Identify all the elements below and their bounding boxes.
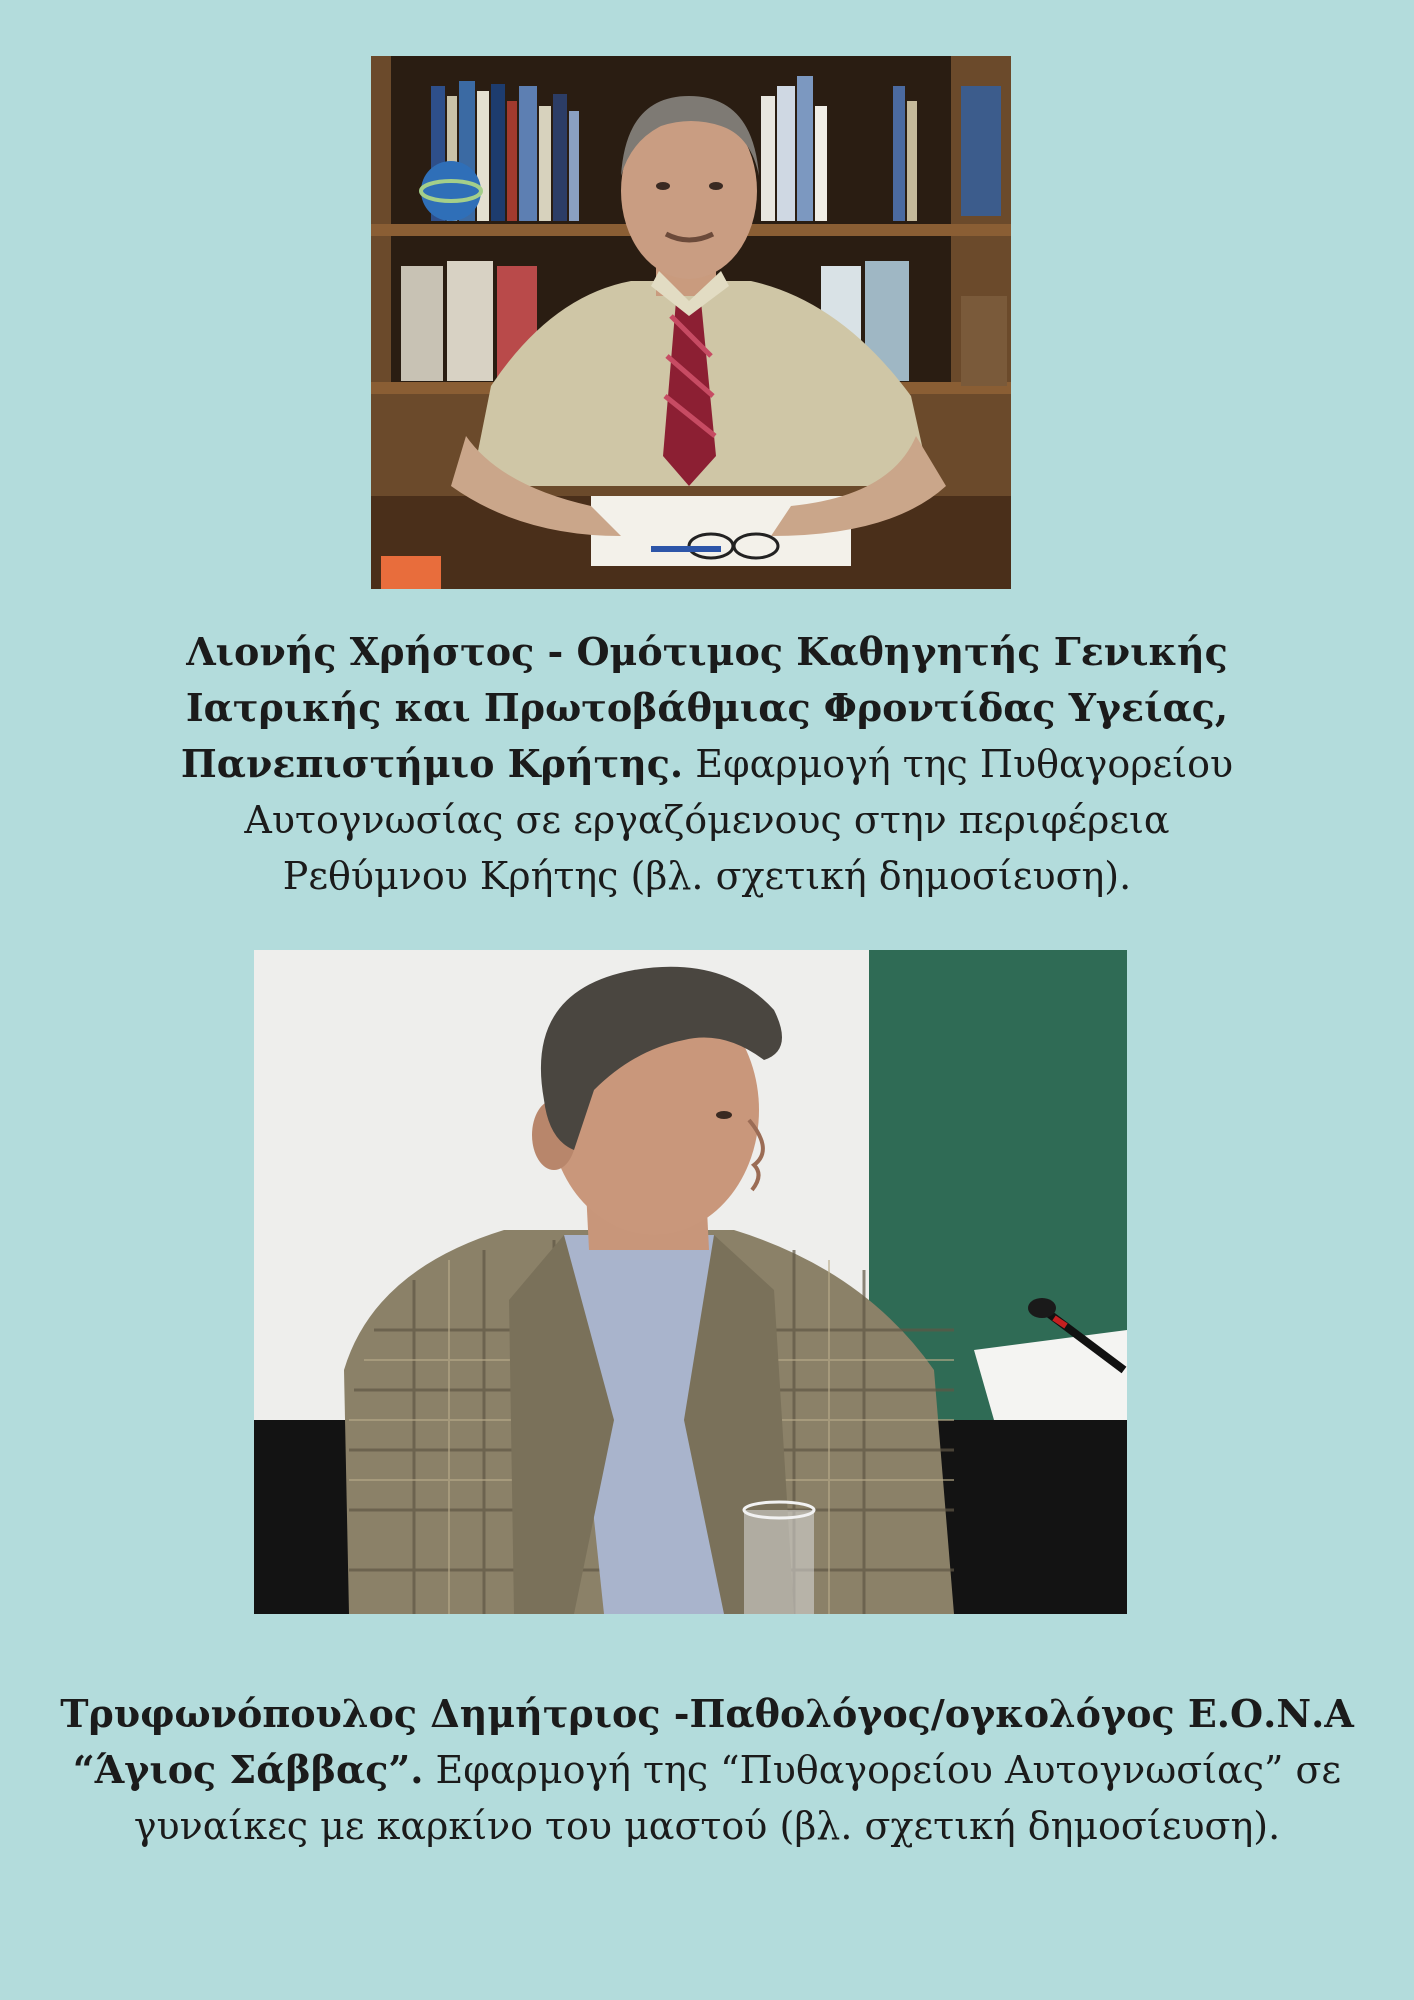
caption-lionis: [120, 624, 1294, 904]
caption-tryfonopoulos-text-line3: γυναίκες με καρκίνο του μαστού (βλ. σχετική δημοσίευση).: [133, 1804, 1281, 1848]
caption-lionis-text-line3: Εφαρμογή της Πυθαγορείου: [683, 742, 1234, 786]
caption-tryfonopoulos: [40, 1686, 1374, 1854]
portrait-photo-lionis: [371, 56, 1011, 589]
caption-lionis-heading-line1: Λιονής Χρήστος - Ομότιμος Καθηγητής Γενικής: [186, 629, 1228, 674]
caption-lionis-text-line5: Ρεθύμνου Κρήτης (βλ. σχετική δημοσίευση).: [282, 854, 1132, 898]
portrait-photo-tryfonopoulos: [254, 950, 1127, 1614]
caption-tryfonopoulos-heading-line2: “Άγιος Σάββας”.: [72, 1747, 424, 1792]
caption-tryfonopoulos-text-line2: Εφαρμογή της “Πυθαγορείου Αυτογνωσίας” σε: [423, 1748, 1342, 1792]
caption-lionis-text-line4: Αυτογνωσίας σε εργαζόμενους στην περιφέρεια: [244, 798, 1170, 842]
caption-lionis-heading-line2: Ιατρικής και Πρωτοβάθμιας Φροντίδας Υγείας,: [185, 685, 1229, 730]
caption-lionis-heading-line3: Πανεπιστήμιο Κρήτης.: [180, 741, 684, 786]
caption-tryfonopoulos-heading-line1: Τρυφωνόπουλος Δημήτριος -Παθολόγος/ογκολόγος Ε.Ο.Ν.Α: [60, 1691, 1354, 1736]
